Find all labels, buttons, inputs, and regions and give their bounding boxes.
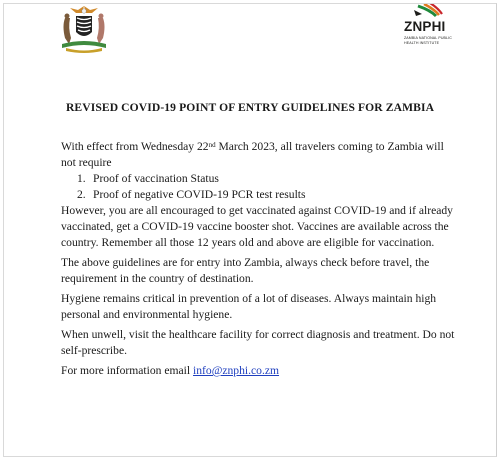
contact-label: For more information email [61,364,194,377]
intro-text-start: With effect from Wednesday 22 [61,140,209,153]
vaccination-paragraph: However, you are all encouraged to get vaccinated against COVID-19 and if already vaccinated, get a COVID-19 vaccine booster shot. Vaccines are available across the country. Remember all those 12 years old and above are eligible for vaccination. [61,204,453,249]
contact-paragraph [61,363,461,379]
intro-text-end: March 2023, all travelers coming to Zambia will not require [61,140,444,169]
requirements-list [77,171,461,203]
healthcare-paragraph: When unwell, visit the healthcare facility for correct diagnosis and treatment. Do not self-prescribe. [61,328,455,357]
guidelines-paragraph: The above guidelines are for entry into Zambia, always check before travel, the requirement in the country of destination. [61,256,430,285]
list-item-text: Proof of negative COVID-19 PCR test results [93,188,306,201]
zambia-coat-of-arms-icon [56,4,112,56]
logo-name: ZNPHI [404,19,446,34]
email-link[interactable]: info@znphi.co.zm [193,364,280,377]
intro-superscript: nd [208,141,216,149]
list-item-number: 2. [77,188,86,201]
list-item-number: 1. [77,172,86,185]
list-item-text: Proof of vaccination Status [93,172,219,185]
document-body [61,139,461,379]
list-item [77,187,461,203]
logo-subtitle: ZAMBIA NATIONAL PUBLIC HEALTH INSTITUTE [404,36,452,45]
hygiene-paragraph: Hygiene remains critical in prevention of a lot of diseases. Always maintain high personal and environmental hygiene. [61,292,437,321]
page-title: REVISED COVID-19 POINT OF ENTRY GUIDELINES FOR ZAMBIA [65,101,435,114]
intro-paragraph [61,139,461,171]
list-item [77,171,461,187]
